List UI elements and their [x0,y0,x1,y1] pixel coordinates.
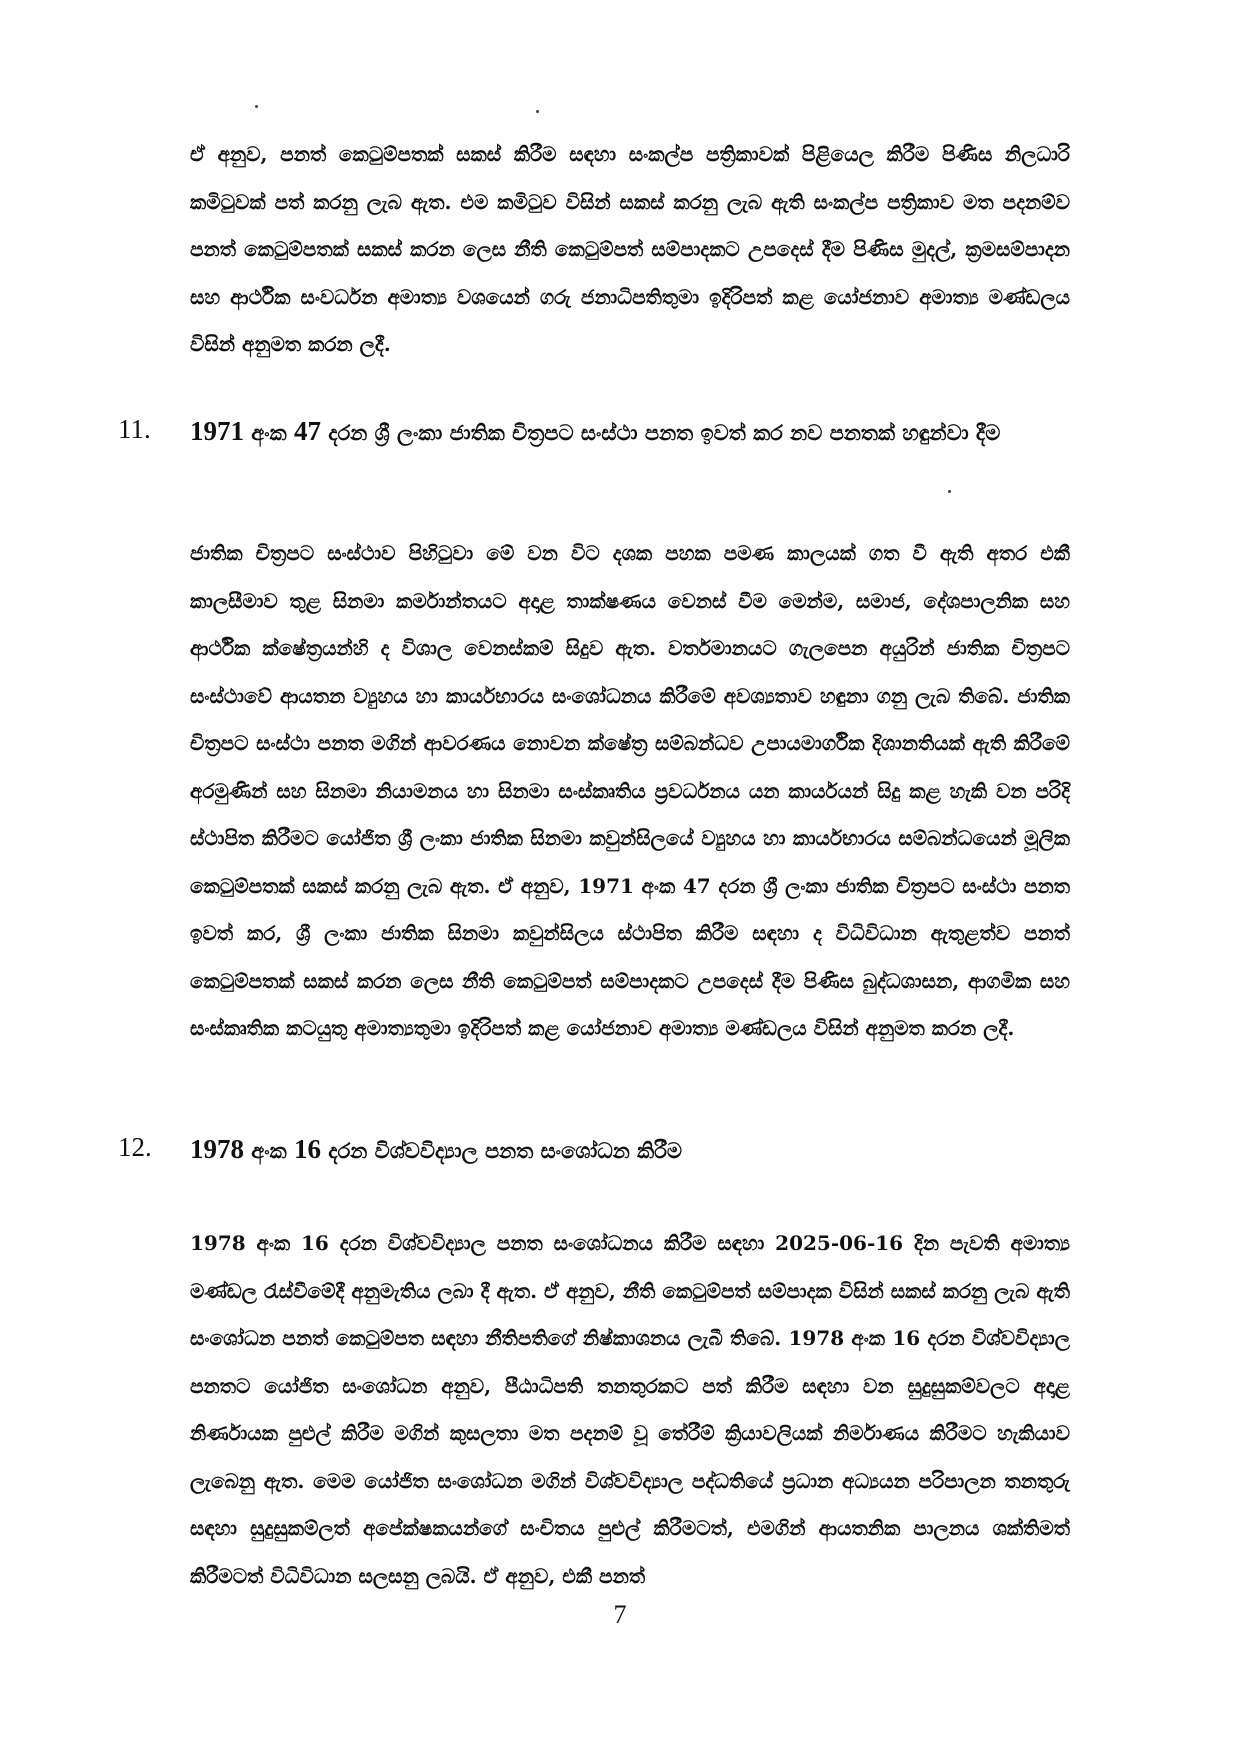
paragraph-10-continuation: ඒ අනුව, පනත් කෙටුම්පතක් සකස් කිරීම සඳහා සංකල්ප පත්‍රිකාවක් පිළියෙල කිරීම පිණිස නිලධාරි කමිටුවක් පත් කරනු ලැබ ඇත. එම කමිටුව විසින් සකස් කරනු ලැබ ඇති සංකල්ප පත්‍රිකාව මත පදනම්ව පනත් කෙටුම්පතක් සකස් කරන ලෙස නීති කෙටුම්පත් සම්පාදකට උපදෙස් දීම පිණිස මුදල්, ක්‍රමසම්පාදන සහ ආර්ථික සංවර්ධන අමාත්‍ය වශයෙන් ගරු ජනාධිපතිතුමා ඉදිරිපත් කළ යෝජනාව අමාත්‍ය මණ්ඩලය විසින් අනුමත කරන ලදී. [190,142,1070,356]
scan-speck [255,105,258,108]
heading-year: 1978 [190,1134,244,1164]
section-number-12: 12. [118,1132,152,1162]
scan-speck [948,490,951,493]
paragraph-12: 1978 අංක 16 දරන විශ්වවිද්‍යාල පනත සංශෝධනය කිරීම සඳහා 2025-06-16 දින පැවති අමාත්‍ය මණ්ඩල රැස්වීමේදී අනුමැතිය ලබා දී ඇත. ඒ අනුව, නීති කෙටුම්පත් සම්පාදක විසින් සකස් කරනු ලැබ ඇති සංශෝධන පනත් කෙටුම්පත සඳහා නීතිපතිගේ නිෂ්කාශනය ලැබී තිබේ. 1978 අංක 16 දරන විශ්වවිද්‍යාල පනතට යෝජිත සංශෝධන අනුව, පීඨාධිපති තනතුරකට පත් කිරීම සඳහා වන සුදුසුකම්වලට අදාළ නිර්ණායක පුළුල් කිරීම මගින් කුසලතා මත පදනම් වූ තේරීම් ක්‍රියාවලියක් නිර්මාණය කිරීමට හැකියාව ලැබෙනු ඇත. මෙම යෝජිත සංශෝධන මගින් විශ්වවිද්‍යාල පද්ධතියේ ප්‍රධාන අධ්‍යයන පරිපාලන තනතුරු සඳහා සුදුසුකම්ලත් අපේක්ෂකයන්ගේ සංචිතය පුළුල් කිරීමටත්, එමගින් ආයතනික පාලනය ශක්තිමත් කිරීමටත් විධිවිධාන සලසනු ලබයි. ඒ අනුව, එකී පනත් [190,1231,1070,1588]
heading-word: අංක [244,420,294,445]
heading-year: 1971 [190,416,244,446]
heading-title: දරන විශ්වවිද්‍යාල පනත සංශෝධන කිරීම [320,1138,682,1163]
section-number-11: 11. [118,414,151,444]
heading-word: අංක [244,1138,294,1163]
section-heading-12 [190,1126,1070,1174]
scan-speck [536,110,539,113]
section-heading-11 [190,408,1070,456]
heading-act-number: 16 [293,1134,321,1164]
heading-title: දරන ශ්‍රී ලංකා ජාතික චිත්‍රපට සංස්ථා පනත ඉවත් කර නව පනතක් හඳුන්වා දීම [320,420,1001,445]
paragraph-11: ජාතික චිත්‍රපට සංස්ථාව පිහිටුවා මේ වන විට දශක පහක පමණ කාලයක් ගත වී ඇති අතර එකී කාලසීමාව තුළ සිනමා කර්මාන්තයට අදාළ තාක්ෂණය වෙනස් වීම මෙන්ම, සමාජ, දේශපාලනික සහ ආර්ථික ක්ෂේත්‍රයන්හි ද විශාල වෙනස්කම් සිදුව ඇත. වර්තමානයට ගැලපෙන අයුරින් ජාතික චිත්‍රපට සංස්ථාවේ ආයතන ව්‍යුහය හා කාර්යභාරය සංශෝධනය කිරීමේ අවශ්‍යතාව හඳුනා ගනු ලැබ තිබේ. ජාතික චිත්‍රපට සංස්ථා පනත මගින් ආවරණය නොවන ක්ෂේත්‍ර සම්බන්ධව උපායමාර්ගික දිශානතියක් ඇති කිරීමේ අරමුණින් සහ සිනමා නියාමනය හා සිනමා සංස්කෘතිය ප්‍රවර්ධනය යන කාර්යයන් සිදු කළ හැකි වන පරිදි ස්ථාපිත කිරීමට යෝජිත ශ්‍රී ලංකා ජාතික සිනමා කවුන්සිලයේ ව්‍යුහය හා කාර්යභාරය සම්බන්ධයෙන් මූලික කෙටුම්පතක් සකස් කරනු ලැබ ඇත. ඒ අනුව, 1971 අංක 47 දරන ශ්‍රී ලංකා ජාතික චිත්‍රපට සංස්ථා පනත ඉවත් කර, ශ්‍රී ලංකා ජාතික සිනමා කවුන්සිලය ස්ථාපිත කිරීම සඳහා ද විධිවිධාන ඇතුළත්ව පනත් කෙටුම්පතක් සකස් කරන ලෙස නීති කෙටුම්පත් සම්පාදකට උපදෙස් දීම පිණිස බුද්ධශාසන, ආගමික සහ සංස්කෘතික කටයුතු අමාත්‍යතුමා ඉදිරිපත් කළ යෝජනාව අමාත්‍ය මණ්ඩලය විසින් අනුමත කරන ලදී. [190,541,1070,1040]
page-number: 7 [613,1600,627,1629]
heading-act-number: 47 [293,416,321,446]
